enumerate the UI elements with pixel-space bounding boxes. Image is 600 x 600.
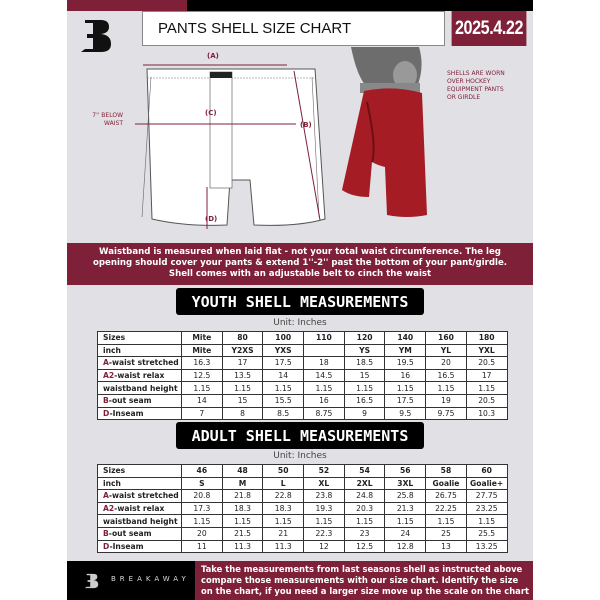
label-c: (C) (205, 109, 217, 117)
table-cell: Y2XS (222, 344, 263, 357)
table-cell: 21.8 (222, 490, 263, 503)
table-cell: 1.15 (263, 382, 304, 395)
table-cell: 20.3 (344, 502, 385, 515)
row-label (98, 515, 182, 528)
breakaway-logo-small (84, 570, 100, 592)
table-cell: 16 (385, 369, 426, 382)
table-cell: 15 (222, 394, 263, 407)
row-label (98, 540, 182, 553)
table-cell: 24.8 (344, 490, 385, 503)
table-cell: 1.15 (344, 515, 385, 528)
table-cell: 1.15 (466, 382, 507, 395)
table-row (98, 369, 508, 382)
row-label (98, 344, 182, 357)
row-label (98, 394, 182, 407)
table-cell: 1.15 (304, 382, 345, 395)
table-cell: 15 (344, 369, 385, 382)
adult-section-title: ADULT SHELL MEASUREMENTS (176, 422, 424, 449)
table-cell: 50 (263, 465, 304, 478)
table-row (98, 465, 508, 478)
table-cell: 18 (304, 357, 345, 370)
table-cell: 8.75 (304, 407, 345, 420)
table-row (98, 502, 508, 515)
table-cell: 18.5 (344, 357, 385, 370)
table-cell: Mite (182, 332, 223, 345)
table-row (98, 407, 508, 420)
table-cell: 16 (304, 394, 345, 407)
table-cell: 1.15 (222, 515, 263, 528)
table-cell: 12.5 (182, 369, 223, 382)
table-row (98, 394, 508, 407)
table-cell: 1.15 (426, 382, 467, 395)
row-label (98, 332, 182, 345)
measurement-name: inch (103, 345, 121, 355)
row-label (98, 490, 182, 503)
table-cell: 23.8 (304, 490, 345, 503)
measurement-code: B (103, 529, 109, 539)
instruction-line: opening should cover your pants & extend 1''-2'' past the bottom of your pant/girdle. (92, 258, 508, 268)
row-label (98, 369, 182, 382)
measurement-name: Sizes (103, 466, 126, 476)
table-row (98, 490, 508, 503)
table-cell: 1.15 (426, 515, 467, 528)
table-cell: 9.5 (385, 407, 426, 420)
row-label (98, 527, 182, 540)
table-cell: YM (385, 344, 426, 357)
footer-line: on the chart, if you need a larger size move up the scale on the chart (201, 586, 529, 596)
table-row (98, 540, 508, 553)
table-cell: 15.5 (263, 394, 304, 407)
table-cell: 21 (263, 527, 304, 540)
table-cell: 16.3 (182, 357, 223, 370)
measurement-code: A (103, 491, 109, 501)
table-cell: 12 (304, 540, 345, 553)
table-row (98, 344, 508, 357)
table-cell: 1.15 (385, 515, 426, 528)
label-b: (B) (300, 121, 312, 129)
table-cell: XL (304, 477, 345, 490)
youth-size-table (97, 331, 508, 420)
table-cell: 140 (385, 332, 426, 345)
instruction-line: Shell comes with an adjustable belt to cinch the waist (168, 269, 432, 279)
table-row (98, 332, 508, 345)
table-row (98, 515, 508, 528)
table-cell: 48 (222, 465, 263, 478)
table-cell: 23.25 (466, 502, 507, 515)
table-cell: 16.5 (426, 369, 467, 382)
table-cell: YL (426, 344, 467, 357)
measurement-name: -out seam (108, 396, 152, 406)
measurement-code: D (103, 408, 110, 418)
measurement-code: A (103, 358, 109, 368)
table-cell: 23 (344, 527, 385, 540)
measurement-name: -waist relax (114, 371, 165, 381)
table-cell: 19 (426, 394, 467, 407)
table-cell: 25.5 (466, 527, 507, 540)
table-cell: 11.3 (263, 540, 304, 553)
table-row (98, 357, 508, 370)
table-cell: 58 (426, 465, 467, 478)
table-cell: 160 (426, 332, 467, 345)
row-label (98, 407, 182, 420)
table-cell: 20 (426, 357, 467, 370)
measurement-name: -waist relax (114, 504, 165, 514)
table-cell: 1.15 (222, 382, 263, 395)
table-cell: Mite (182, 344, 223, 357)
table-cell: 8 (222, 407, 263, 420)
label-d: (D) (205, 215, 218, 223)
size-chart-page (67, 0, 533, 600)
adult-size-table (97, 464, 508, 553)
table-cell: 26.75 (426, 490, 467, 503)
table-cell: 14.5 (304, 369, 345, 382)
table-cell: 17.5 (385, 394, 426, 407)
table-cell: M (222, 477, 263, 490)
table-cell: 20 (182, 527, 223, 540)
youth-section-title: YOUTH SHELL MEASUREMENTS (176, 288, 424, 315)
measurement-name: waistband height (103, 383, 178, 393)
table-cell: 54 (344, 465, 385, 478)
table-cell: 25.8 (385, 490, 426, 503)
table-cell: 19.3 (304, 502, 345, 515)
table-cell: YXL (466, 344, 507, 357)
measurement-code: D (103, 541, 110, 551)
table-cell: 1.15 (182, 382, 223, 395)
table-cell: 17 (222, 357, 263, 370)
table-cell: 100 (263, 332, 304, 345)
table-cell: 1.15 (385, 382, 426, 395)
table-cell: L (263, 477, 304, 490)
adult-unit-label: Unit: Inches (273, 451, 327, 461)
measurement-code: B (103, 396, 109, 406)
table-cell: 8.5 (263, 407, 304, 420)
table-cell: 9.75 (426, 407, 467, 420)
table-cell: 11 (182, 540, 223, 553)
table-cell: 21.5 (222, 527, 263, 540)
measurement-name: -out seam (108, 529, 152, 539)
table-row (98, 527, 508, 540)
table-cell: 3XL (385, 477, 426, 490)
table-cell (304, 344, 345, 357)
measurement-code: A2 (103, 504, 115, 514)
instruction-line: Waistband is measured when laid flat - not your total waist circumference. The leg (99, 247, 501, 257)
table-cell: Goalie (426, 477, 467, 490)
photo-note: SHELLS ARE WORN OVER HOCKEY EQUIPMENT PANTS OR GIRDLE (447, 70, 505, 101)
table-cell: 20.5 (466, 394, 507, 407)
table-cell: 13.25 (466, 540, 507, 553)
table-cell: 7 (182, 407, 223, 420)
table-cell: YS (344, 344, 385, 357)
row-label (98, 465, 182, 478)
row-label (98, 382, 182, 395)
table-cell: 10.3 (466, 407, 507, 420)
table-cell: 20.5 (466, 357, 507, 370)
measurement-instructions (67, 243, 533, 285)
table-cell: 180 (466, 332, 507, 345)
footer-line: compare those measurements with our size chart. Identify the size (201, 575, 519, 585)
table-cell: 22.25 (426, 502, 467, 515)
label-a: (A) (207, 52, 219, 60)
measurement-name: -Inseam (109, 408, 144, 418)
measurement-name: inch (103, 478, 121, 488)
measurement-name: -Inseam (109, 541, 144, 551)
date-badge: 2025.4.22 (452, 11, 527, 46)
table-cell: 60 (466, 465, 507, 478)
table-cell: 24 (385, 527, 426, 540)
table-cell: 9 (344, 407, 385, 420)
footer-instructions (195, 561, 533, 600)
table-cell: Goalie+ (466, 477, 507, 490)
page-title: PANTS SHELL SIZE CHART (142, 11, 445, 46)
table-row (98, 477, 508, 490)
table-cell: 1.15 (182, 515, 223, 528)
youth-unit-label: Unit: Inches (273, 318, 327, 328)
table-cell: 110 (304, 332, 345, 345)
table-cell: 14 (263, 369, 304, 382)
table-cell: 17.5 (263, 357, 304, 370)
table-cell: 17.3 (182, 502, 223, 515)
table-cell: 21.3 (385, 502, 426, 515)
table-cell: 18.3 (263, 502, 304, 515)
measurement-name: -waist stretched (108, 358, 179, 368)
below-waist-note: 7'' BELOW WAIST (92, 112, 123, 127)
table-cell: 18.3 (222, 502, 263, 515)
table-cell: 56 (385, 465, 426, 478)
row-label (98, 357, 182, 370)
measurement-name: Sizes (103, 333, 126, 343)
table-cell: YXS (263, 344, 304, 357)
table-cell: 17 (466, 369, 507, 382)
table-cell: 20.8 (182, 490, 223, 503)
brand-name: BREAKAWAY (111, 575, 190, 583)
table-cell: 13.5 (222, 369, 263, 382)
table-cell: 120 (344, 332, 385, 345)
measurement-code: A2 (103, 371, 115, 381)
table-cell: 46 (182, 465, 223, 478)
row-label (98, 502, 182, 515)
measurement-name: -waist stretched (108, 491, 179, 501)
table-cell: 22.8 (263, 490, 304, 503)
table-cell: S (182, 477, 223, 490)
measurement-name: waistband height (103, 516, 178, 526)
table-cell: 11.3 (222, 540, 263, 553)
table-cell: 1.15 (263, 515, 304, 528)
table-cell: 19.5 (385, 357, 426, 370)
footer-line: Take the measurements from last seasons shell as instructed above (201, 564, 523, 574)
table-cell: 14 (182, 394, 223, 407)
table-cell: 13 (426, 540, 467, 553)
table-cell: 12.5 (344, 540, 385, 553)
row-label (98, 477, 182, 490)
table-cell: 25 (426, 527, 467, 540)
table-cell: 12.8 (385, 540, 426, 553)
table-cell: 2XL (344, 477, 385, 490)
table-row (98, 382, 508, 395)
table-cell: 52 (304, 465, 345, 478)
table-cell: 80 (222, 332, 263, 345)
table-cell: 1.15 (466, 515, 507, 528)
table-cell: 1.15 (304, 515, 345, 528)
table-cell: 22.3 (304, 527, 345, 540)
top-bar-accent (67, 0, 187, 11)
table-cell: 27.75 (466, 490, 507, 503)
table-cell: 1.15 (344, 382, 385, 395)
top-bar (187, 0, 533, 11)
table-cell: 16.5 (344, 394, 385, 407)
